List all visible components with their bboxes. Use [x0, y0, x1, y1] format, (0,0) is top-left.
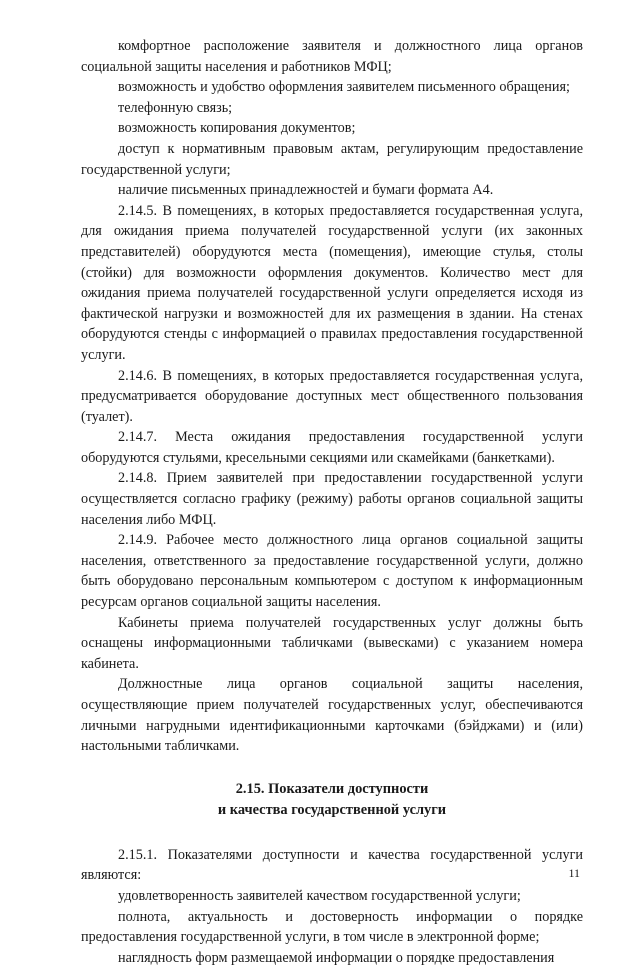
paragraph: Кабинеты приема получателей государственных услуг должны быть оснащены информационными табличками (вывесками) с указанием номера кабинета.	[81, 614, 583, 672]
paragraph-2-15-1: 2.15.1. Показателями доступности и качества государственной услуги являются:	[81, 846, 583, 884]
paragraph: Должностные лица органов социальной защиты населения, осуществляющие прием получателей государственных услуг, обеспечиваются личными нагрудными идентификационными карточками (бэйджами) и (или) настольными табличками.	[81, 676, 583, 755]
paragraph-2-14-9: 2.14.9. Рабочее место должностного лица органов социальной защиты населения, ответственного за предоставление государственной услуги, должно быть оборудовано персональным компьютером с доступом к информационным ресурсам органов социальной защиты населения.	[81, 532, 583, 611]
section-heading	[81, 779, 583, 821]
paragraph-2-14-8: 2.14.8. Прием заявителей при предоставлении государственной услуги осуществляется согласно графику (режиму) работы органов социальной защиты населения либо МФЦ.	[81, 470, 583, 528]
section-heading-line-2: и качества государственной услуги	[217, 801, 447, 818]
paragraph: возможность копирования документов;	[118, 120, 356, 137]
paragraph-2-14-7: 2.14.7. Места ожидания предоставления государственной услуги оборудуются стульями, кресельными секциями или скамейками (банкетками).	[81, 429, 583, 466]
paragraph: наглядность форм размещаемой информации о порядке предоставления	[118, 949, 555, 966]
paragraph: доступ к нормативным правовым актам, регулирующим предоставление государственной услуги;	[81, 140, 583, 178]
page-number: 11	[568, 866, 580, 880]
paragraph: телефонную связь;	[118, 99, 233, 116]
paragraph-2-14-5: 2.14.5. В помещениях, в которых предоставляется государственная услуга, для ожидания приема получателей государственной услуги (их законных представителей) оборудуются места (помещения), имеющие стулья, столы (стойки) для возможности оформления документов. Количество мест для ожидания приема получателей государственной услуги определяется исходя из фактической нагрузки и возможностей для их размещения в здании. На стенах оборудуются стенды с информацией о правилах предоставления государственной услуги.	[81, 202, 583, 363]
section-heading-line-1: 2.15. Показатели доступности	[235, 780, 429, 797]
paragraph: удовлетворенность заявителей качеством государственной услуги;	[118, 887, 521, 904]
paragraph: возможность и удобство оформления заявителем письменного обращения;	[118, 79, 570, 96]
document-page	[81, 36, 583, 968]
paragraph: наличие письменных принадлежностей и бумаги формата А4.	[118, 182, 494, 199]
paragraph: полнота, актуальность и достоверность информации о порядке предоставления государственной услуги, в том числе в электронной форме;	[81, 908, 583, 946]
paragraph: комфортное расположение заявителя и должностного лица органов социальной защиты населения и работников МФЦ;	[81, 38, 583, 75]
paragraph-2-14-6: 2.14.6. В помещениях, в которых предоставляется государственная услуга, предусматривается оборудование доступных мест общественного пользования (туалет).	[81, 367, 583, 425]
